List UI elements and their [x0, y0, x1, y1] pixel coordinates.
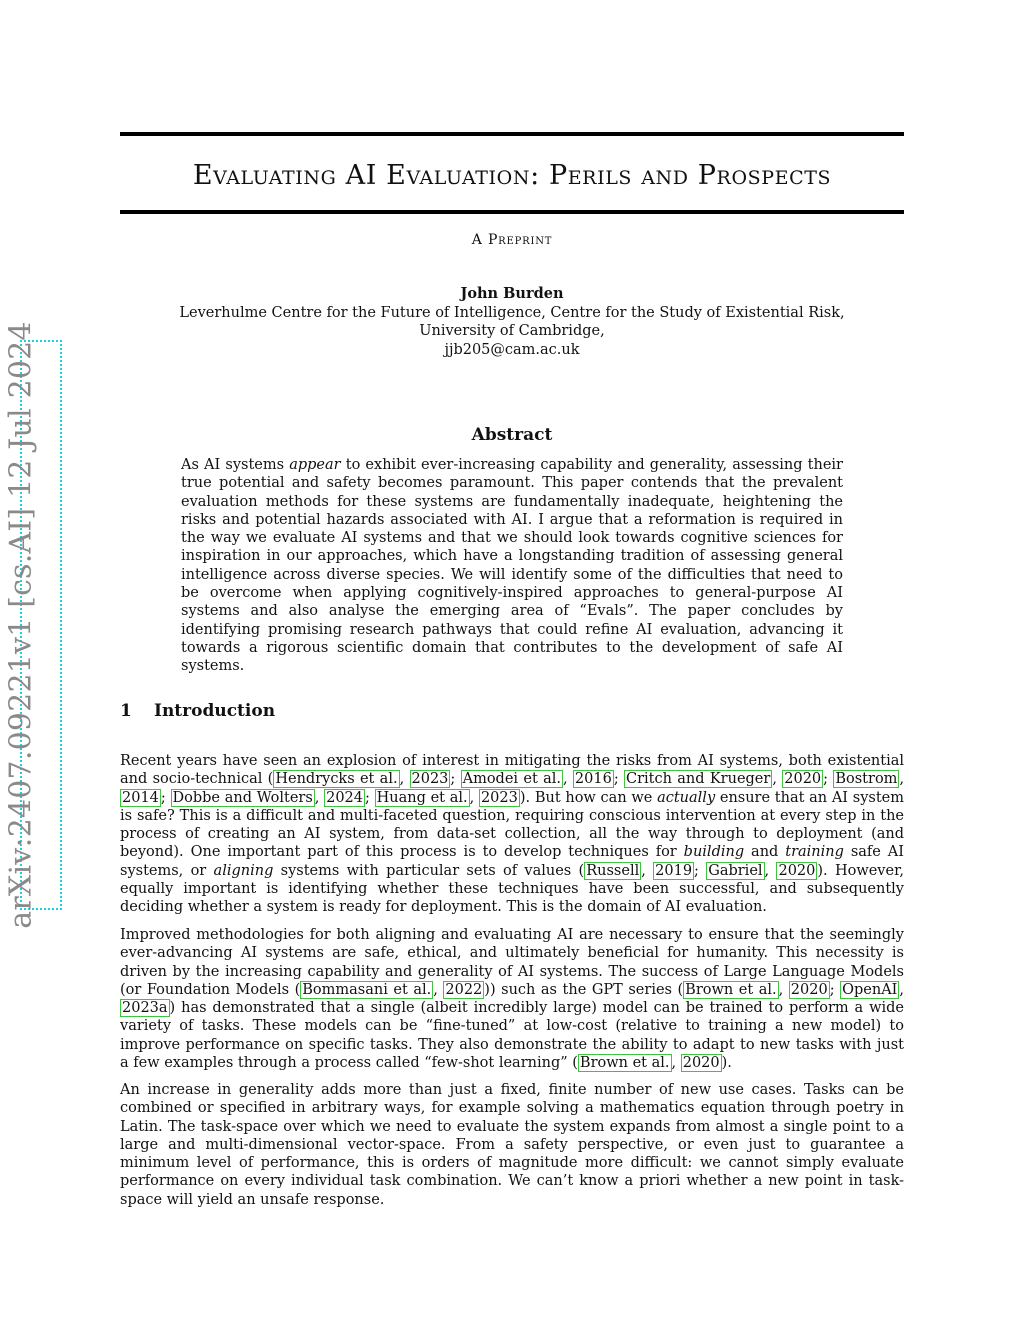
citation-link[interactable]: Hendrycks et al.: [275, 771, 398, 788]
citation-link[interactable]: Huang et al.: [376, 789, 468, 806]
citation-year-link[interactable]: 2020: [778, 862, 816, 879]
citation-year-link[interactable]: 2024: [326, 789, 364, 806]
section-number: 1: [120, 701, 132, 721]
citation-year-link[interactable]: 2020: [790, 981, 828, 998]
arxiv-id-label[interactable]: arXiv:2407.09221v1 [cs.AI] 12 Jul 2024: [3, 321, 39, 929]
citation-link[interactable]: Dobbe and Wolters: [172, 789, 313, 806]
citation-link[interactable]: Gabriel: [708, 862, 763, 879]
citation-year-link[interactable]: 2020: [784, 771, 822, 788]
citation-link[interactable]: Critch and Krueger: [626, 771, 771, 788]
author-block: [120, 285, 904, 359]
paper-title: Evaluating AI Evaluation: Perils and Prospects: [192, 160, 832, 191]
citation-link[interactable]: Amodei et al.: [462, 771, 561, 788]
citation-link[interactable]: Brown et al.: [685, 981, 777, 998]
section-heading-introduction: [120, 701, 275, 721]
author-email[interactable]: jjb205@cam.ac.uk: [444, 341, 580, 358]
preprint-label: A Preprint: [471, 232, 553, 248]
citation-year-link[interactable]: 2016: [574, 771, 612, 788]
citation-year-link[interactable]: 2020: [682, 1055, 720, 1072]
abstract-heading: Abstract: [471, 425, 553, 445]
author-affiliation: Leverhulme Centre for the Future of Intelligence, Centre for the Study of Existential Risk,: [179, 304, 845, 321]
author-university: University of Cambridge,: [419, 323, 605, 339]
title-bottom-rule: [120, 210, 904, 214]
citation-link[interactable]: Bostrom: [835, 771, 898, 788]
citation-year-link[interactable]: 2019: [655, 862, 693, 879]
citation-year-link[interactable]: 2014: [122, 789, 159, 806]
citation-link[interactable]: Bommasani et al.: [302, 981, 432, 998]
section-title: Introduction: [154, 701, 276, 721]
citation-link[interactable]: OpenAI: [842, 981, 898, 998]
citation-year-link[interactable]: 2023: [411, 771, 449, 788]
intro-paragraph-3: An increase in generality adds more than just a fixed, finite number of new use cases. Tasks can be combined or specified in arbitrary ways, for example solving a mathematics equation through poetry in Latin. The task-space over which we need to evaluate the system expands from almost a single point to a large and multi-dimensional vector-space. From a safety perspective, or even just to guarantee a minimum level of performance, this is orders of magnitude more difficult: we cannot simply evaluate performance on every individual task combination. We can’t know a priori whether a new point in task-space will yield an unsafe response.: [120, 1082, 904, 1208]
citation-year-link[interactable]: 2022: [445, 981, 483, 998]
citation-year-link[interactable]: 2023: [480, 789, 518, 806]
intro-paragraph-2: Improved methodologies for both aligning and evaluating AI are necessary to ensure that the seemingly ever-advancing AI systems are safe, ethical, and ultimately beneficial for humanity. This necessity is driven by the increasing capability and generality of AI systems. The success of Large Language Models (or Foundation Models ( Bommasani et al. , 2022 )) such as the GPT series ( Brown et al. , 2020 ; OpenAI , 2023a ) has demonstrated that a single (albeit incredibly large) model can be trained to perform a wide variety of tasks. These models can be “fine-tuned” at low-cost (relative to training a new model) to improve performance on specific tasks. They also demonstrate the ability to adapt to new tasks with just a few examples through a process called “few-shot learning” ( Brown et al. , 2020 ).: [120, 927, 905, 1072]
abstract-text: As AI systems appear to exhibit ever-increasing capability and generality, assessing their true potential and safety becomes paramount. This paper contends that the prevalent evaluation methods for these systems are fundamentally inadequate, heightening the risks and potential hazards associated with AI. I argue that a reformation is required in the way we evaluate AI systems and that we should look towards cognitive sciences for inspiration in our approaches, which have a longstanding tradition of assessing general intelligence across diverse species. We will identify some of the difficulties that need to be overcome when applying cognitively-inspired approaches to general-purpose AI systems and also analyse the emerging area of “Evals”. The paper concludes by identifying promising research pathways that could refine AI evaluation, advancing it towards a rigorous scientific domain that contributes to the development of safe AI systems.: [181, 457, 843, 675]
title-top-rule: [120, 132, 904, 136]
author-name: John Burden: [460, 285, 564, 302]
citation-year-link[interactable]: 2023a: [122, 1000, 168, 1017]
intro-paragraph-1: Recent years have seen an explosion of interest in mitigating the risks from AI systems, both existential and socio-technical ( Hendrycks et al. , 2023 ; Amodei et al. , 2016 ; Critch and Krueger , 2020 ; Bostrom , 2014 ; Dobbe and Wolters , 2024 ; Huang et al. , 2023 ). But how can we actually ensure that an AI system is safe? This is a difficult and multi-faceted question, requiring conscious intervention at every step in the process of creating an AI system, from data-set collection, all the way through to deployment (and beyond). One important part of this process is to develop techniques for building and training safe AI systems, or aligning systems with particular sets of values ( Russell , 2019 ; Gabriel , 2020 ). However, equally important is identifying whether these techniques have been successful, and subsequently deciding whether a system is ready for deployment. This is the domain of AI evaluation.: [120, 753, 905, 916]
citation-link[interactable]: Russell: [586, 862, 640, 879]
citation-link[interactable]: Brown et al.: [579, 1055, 670, 1072]
